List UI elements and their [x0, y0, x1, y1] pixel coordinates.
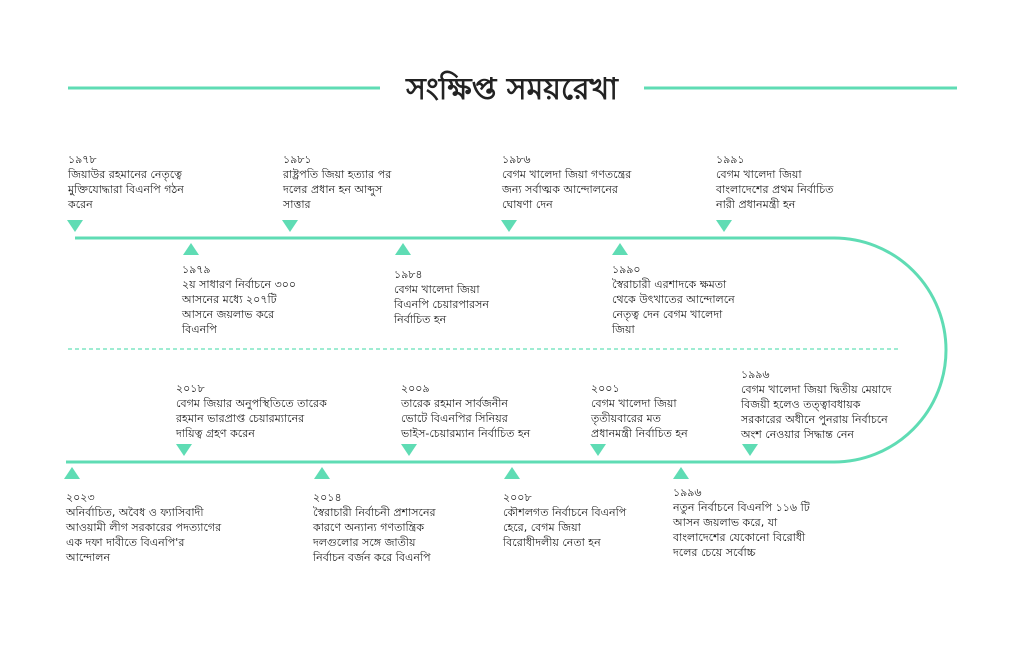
- event-year: ২০১৪: [313, 491, 342, 504]
- marker-1996-a-triangle-icon: [742, 444, 758, 456]
- marker-1990-triangle-icon: [612, 243, 628, 255]
- event-text: বেগম খালেদা জিয়া তৃতীয়বারের মত প্রধানমন্ত্রী নির্বাচিত হন: [591, 397, 688, 440]
- event-1978: [68, 152, 238, 212]
- event-year: ১৯৮১: [283, 153, 312, 166]
- event-1991: [716, 152, 906, 212]
- event-1981: [283, 152, 453, 212]
- event-1984: [394, 267, 564, 327]
- marker-1986-triangle-icon: [501, 220, 517, 232]
- event-text: রাষ্ট্রপতি জিয়া হত্যার পর দলের প্রধান হন আব্দুস সাত্তার: [283, 168, 392, 211]
- event-2009: [401, 381, 591, 441]
- marker-1981-triangle-icon: [282, 220, 298, 232]
- event-text: বেগম খালেদা জিয়া গণতন্ত্রের জন্য সর্বাত্মক আন্দোলনের ঘোষণা দেন: [502, 168, 632, 211]
- event-year: ১৯৯১: [716, 153, 745, 166]
- event-2001: [591, 381, 741, 441]
- event-text: স্বৈরাচারী নির্বাচনী প্রশাসনের কারণে অন্যান্য গণতান্ত্রিক দলগুলোর সঙ্গে জাতীয় নির্বাচন বর্জন করে বিএনপি: [313, 506, 436, 564]
- marker-1984-triangle-icon: [395, 243, 411, 255]
- event-year: ১৯৮৬: [502, 153, 531, 166]
- event-text: বেগম খালেদা জিয়া বাংলাদেশের প্রথম নির্বাচিত নারী প্রধানমন্ত্রী হন: [716, 168, 834, 211]
- event-text: বেগম জিয়ার অনুপস্থিতিতে তারেক রহমান ভারপ্রাপ্ত চেয়ারম্যানের দায়িত্ব গ্রহণ করেন: [176, 397, 327, 440]
- marker-2001-triangle-icon: [590, 444, 606, 456]
- event-text: বেগম খালেদা জিয়া বিএনপি চেয়ারপারসন নির্বাচিত হন: [394, 283, 489, 326]
- event-text: বেগম খালেদা জিয়া দ্বিতীয় মেয়াদে বিজয়ী হলেও তত্ত্বাবধায়ক সরকারের অধীনে পুনরায় নির্বাচনে অংশ নেওয়ার সিদ্ধান্ত নেন: [741, 383, 892, 441]
- marker-1978-triangle-icon: [67, 220, 83, 232]
- event-year: ২০০৯: [401, 382, 430, 395]
- event-1979: [182, 262, 352, 337]
- event-text: নতুন নির্বাচনে বিএনপি ১১৬ টি আসন জয়লাভ করে, যা বাংলাদেশের যেকোনো বিরোধী দলের চেয়ে সর্বোচ্চ: [673, 501, 810, 559]
- event-2014: [313, 490, 493, 565]
- event-text: ২য় সাধারণ নির্বাচনে ৩০০ আসনের মধ্যে ২০৭টি আসনে জয়লাভ করে বিএনপি: [182, 278, 297, 336]
- event-year: ১৯৯০: [612, 263, 641, 276]
- event-text: তারেক রহমান সার্বজনীন ভোটে বিএনপির সিনিয়র ভাইস-চেয়ারম্যান নির্বাচিত হন: [401, 397, 531, 440]
- marker-2018-triangle-icon: [176, 444, 192, 456]
- marker-1991-triangle-icon: [716, 220, 732, 232]
- event-year: ১৯৮৪: [394, 268, 423, 281]
- event-year: ২০২৩: [66, 491, 95, 504]
- marker-2008-triangle-icon: [504, 467, 520, 479]
- marker-1979-triangle-icon: [183, 243, 199, 255]
- marker-2023-triangle-icon: [64, 467, 80, 479]
- event-text: কৌশলগত নির্বাচনে বিএনপি হেরে, বেগম জিয়া বিরোধীদলীয় নেতা হন: [503, 506, 627, 549]
- event-year: ১৯৯৬: [741, 368, 770, 381]
- event-year: ১৯৭৮: [68, 153, 97, 166]
- event-year: ২০১৮: [176, 382, 205, 395]
- marker-2009-triangle-icon: [401, 444, 417, 456]
- event-text: অনির্বাচিত, অবৈধ ও ফ্যাসিবাদী আওয়ামী লীগ সরকারের পদত্যাগের এক দফা দাবীতে বিএনপি'র আন্দোলন: [66, 506, 222, 564]
- event-2018: [176, 381, 391, 441]
- page-title: সংক্ষিপ্ত সময়রেখা: [406, 72, 618, 107]
- marker-1996-b-triangle-icon: [673, 467, 689, 479]
- event-year: ২০০১: [591, 382, 620, 395]
- event-1986: [502, 152, 692, 212]
- event-2008: [503, 490, 683, 550]
- event-1996-b: [673, 485, 873, 560]
- event-year: ২০০৮: [503, 491, 532, 504]
- event-text: স্বৈরাচারী এরশাদকে ক্ষমতা থেকে উৎখাতের আন্দোলনে নেতৃত্ব দেন বেগম খালেদা জিয়া: [612, 278, 735, 336]
- event-year: ১৯৭৯: [182, 263, 211, 276]
- event-year: ১৯৯৬: [673, 486, 702, 499]
- marker-2014-triangle-icon: [314, 467, 330, 479]
- event-text: জিয়াউর রহমানের নেতৃত্বে মুক্তিযোদ্ধারা বিএনপি গঠন করেন: [68, 168, 184, 211]
- event-2023: [66, 490, 281, 565]
- event-1990: [612, 262, 797, 337]
- event-1996-a: [741, 367, 971, 442]
